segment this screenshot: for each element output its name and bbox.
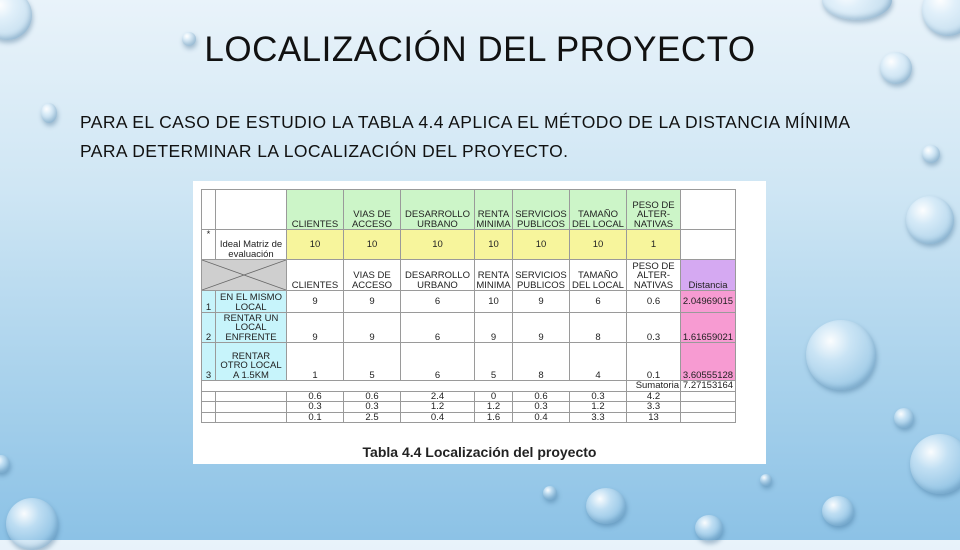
alternative-name: RENTAR UN LOCAL ENFRENTE <box>216 313 287 343</box>
extra-value: 0.4 <box>513 412 570 423</box>
alternative-value: 9 <box>344 291 401 313</box>
extra-value: 0.6 <box>513 391 570 402</box>
header-cell: CLIENTES <box>287 190 344 230</box>
extra-value: 2.5 <box>344 412 401 423</box>
header-cell: TAMAÑO DEL LOCAL <box>570 260 627 291</box>
header-cell: CLIENTES <box>287 260 344 291</box>
alternative-value: 10 <box>475 291 513 313</box>
extra-value: 1.2 <box>570 402 627 413</box>
header-cell: VIAS DE ACCESO <box>344 190 401 230</box>
alternative-value: 9 <box>287 313 344 343</box>
alternative-value: 0.1 <box>627 343 681 381</box>
extra-value: 2.4 <box>401 391 475 402</box>
extra-value: 1.2 <box>475 402 513 413</box>
alternative-value: 6 <box>570 291 627 313</box>
distance-value: 3.60555128 <box>681 343 736 381</box>
alternative-number: 1 <box>202 291 216 313</box>
alternative-value: 9 <box>475 313 513 343</box>
extra-value: 0.4 <box>401 412 475 423</box>
header-cell: PESO DE ALTER-NATIVAS <box>627 190 681 230</box>
water-drop-decoration <box>695 515 723 541</box>
table-figure <box>193 181 766 464</box>
water-drop-decoration <box>6 498 58 550</box>
water-drop-decoration <box>586 488 626 524</box>
alternative-name: EN EL MISMO LOCAL <box>216 291 287 313</box>
header-cell: DESARROLLO URBANO <box>401 190 475 230</box>
alternative-value: 6 <box>401 313 475 343</box>
extra-value: 0.3 <box>570 391 627 402</box>
alternative-value: 6 <box>401 343 475 381</box>
ideal-value: 10 <box>475 230 513 260</box>
alternative-value: 8 <box>513 343 570 381</box>
sum-label: Sumatoria <box>627 381 681 392</box>
slide-title: LOCALIZACIÓN DEL PROYECTO <box>204 30 756 69</box>
header-cell: PESO DE ALTER-NATIVAS <box>627 260 681 291</box>
ideal-value: 10 <box>401 230 475 260</box>
alternative-value: 4 <box>570 343 627 381</box>
alternative-value: 9 <box>344 313 401 343</box>
header-cell: DESARROLLO URBANO <box>401 260 475 291</box>
ideal-value: 1 <box>627 230 681 260</box>
extra-value: 0.3 <box>344 402 401 413</box>
header-cell: SERVICIOS PUBLICOS <box>513 190 570 230</box>
alternative-value: 6 <box>401 291 475 313</box>
sum-value: 7.27153164 <box>681 381 736 392</box>
extra-value: 0.3 <box>287 402 344 413</box>
extra-value: 0 <box>475 391 513 402</box>
alternative-value: 0.6 <box>627 291 681 313</box>
alternative-value: 9 <box>287 291 344 313</box>
ideal-value: 10 <box>570 230 627 260</box>
location-table <box>201 189 736 423</box>
ideal-value: 10 <box>344 230 401 260</box>
water-drop-decoration <box>0 455 10 473</box>
alternative-value: 9 <box>513 313 570 343</box>
ideal-value: 10 <box>513 230 570 260</box>
water-drop-decoration <box>806 320 876 390</box>
water-drop-decoration <box>906 196 954 244</box>
extra-value: 1.2 <box>401 402 475 413</box>
alternative-value: 5 <box>344 343 401 381</box>
header-cell: RENTA MINIMA <box>475 260 513 291</box>
water-drop-decoration <box>760 474 772 486</box>
extra-value: 4.2 <box>627 391 681 402</box>
extra-value: 3.3 <box>570 412 627 423</box>
water-drop-decoration <box>822 496 854 526</box>
water-drop-decoration <box>41 103 57 123</box>
alternative-number: 2 <box>202 313 216 343</box>
distance-value: 1.61659021 <box>681 313 736 343</box>
extra-value: 0.3 <box>513 402 570 413</box>
water-drop-decoration <box>543 486 557 500</box>
alternative-value: 0.3 <box>627 313 681 343</box>
slide-body-text: PARA EL CASO DE ESTUDIO LA TABLA 4.4 APLICA EL MÉTODO DE LA DISTANCIA MÍNIMA PARA DETERMINAR LA LOCALIZACIÓN DEL PROYECTO. <box>80 112 850 161</box>
ideal-label: Ideal Matriz de evaluación <box>216 230 287 260</box>
alternative-value: 9 <box>513 291 570 313</box>
extra-value: 0.1 <box>287 412 344 423</box>
alternative-number: 3 <box>202 343 216 381</box>
header-cell: RENTA MINIMA <box>475 190 513 230</box>
water-drop-decoration <box>910 434 960 494</box>
alternative-name: RENTAR OTRO LOCAL A 1.5KM <box>216 343 287 381</box>
header-cell: VIAS DE ACCESO <box>344 260 401 291</box>
ideal-value: 10 <box>287 230 344 260</box>
water-drop-decoration <box>922 145 940 163</box>
extra-value: 3.3 <box>627 402 681 413</box>
water-drop-decoration <box>822 0 892 20</box>
header-cell: TAMAÑO DEL LOCAL <box>570 190 627 230</box>
water-drop-decoration <box>894 408 914 428</box>
cross-lines-icon <box>202 260 286 290</box>
alternative-value: 1 <box>287 343 344 381</box>
header-cell: Distancia <box>681 260 736 291</box>
alternative-value: 8 <box>570 313 627 343</box>
extra-value: 0.6 <box>344 391 401 402</box>
alternative-value: 5 <box>475 343 513 381</box>
ideal-marker: * <box>202 230 216 260</box>
distance-value: 2.04969015 <box>681 291 736 313</box>
extra-value: 1.6 <box>475 412 513 423</box>
header-cell: SERVICIOS PUBLICOS <box>513 260 570 291</box>
crossed-header-cell <box>202 260 287 291</box>
extra-value: 0.6 <box>287 391 344 402</box>
extra-value: 13 <box>627 412 681 423</box>
table-caption: Tabla 4.4 Localización del proyecto <box>362 444 597 460</box>
